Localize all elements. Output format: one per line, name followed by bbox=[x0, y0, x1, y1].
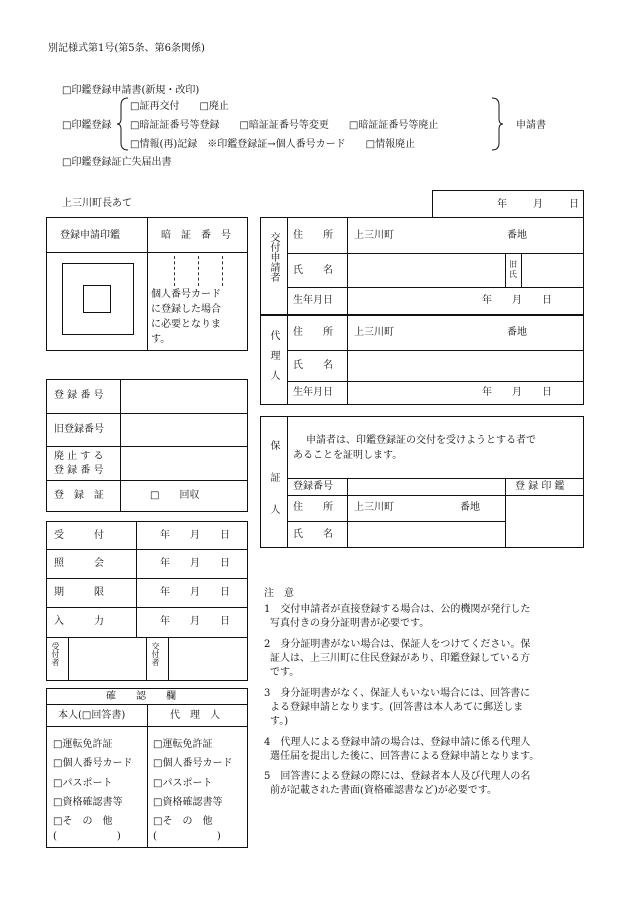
applicant-label: 交付申請者 bbox=[268, 232, 279, 282]
card-collect-checkbox[interactable]: □ 回収 bbox=[150, 490, 200, 501]
abolish-label-1: 廃 止 す る bbox=[54, 451, 104, 462]
date-year: 年 bbox=[497, 199, 507, 210]
guarantor-seal-label: 登 録 印 鑑 bbox=[515, 481, 565, 492]
note-4-line-2: 選任届を提出した後に、回答書による登録申請となります。 bbox=[270, 751, 540, 762]
note-4-line-1: 4 代理人による登録申請の場合は、登録申請に係る代理人 bbox=[264, 737, 531, 748]
note-3-line-3: す。) bbox=[270, 716, 289, 727]
receiver-input[interactable] bbox=[69, 638, 145, 680]
agent-name-input[interactable] bbox=[348, 351, 584, 380]
self-qualification-cert[interactable]: □資格確認書等 bbox=[53, 797, 123, 808]
applicant-name-input[interactable] bbox=[348, 254, 504, 286]
self-passport[interactable]: □パスポート bbox=[53, 778, 113, 789]
deadline-label: 期 限 bbox=[54, 587, 104, 598]
date-box[interactable] bbox=[432, 190, 584, 218]
note-5-line-1: 5 回答書による登録の際には、登録者本人及び代理人の名 bbox=[264, 771, 531, 782]
left-brace bbox=[117, 97, 129, 151]
option-row-1[interactable]: □証再交付 □廃止 bbox=[130, 101, 229, 112]
confirm-self-header[interactable]: 本人(□回答書) bbox=[58, 710, 126, 721]
note-1-line-2: 写真付きの身分証明書が必要です。 bbox=[270, 618, 430, 629]
guarantor-name-label: 氏 名 bbox=[293, 529, 333, 540]
option-lost-card[interactable]: □印鑑登録証亡失届出書 bbox=[62, 157, 172, 168]
guarantor-label bbox=[268, 440, 278, 536]
guarantor-reg-input[interactable] bbox=[348, 479, 504, 494]
note-5-line-2: 前が記載された書面(資格確認書など)が必要です。 bbox=[270, 785, 498, 796]
agent-dob-label: 生年月日 bbox=[293, 387, 333, 398]
option-row-3[interactable]: □情報(再)記録 ※印鑑登録証→個人番号カード □情報廃止 bbox=[130, 139, 416, 150]
guarantor-address-label: 住 所 bbox=[293, 502, 333, 513]
old-reg-no-label: 旧登録番号 bbox=[54, 424, 104, 435]
seal-inner-square bbox=[83, 285, 111, 313]
pin-note-4: す。 bbox=[151, 334, 171, 345]
right-brace bbox=[491, 97, 503, 151]
guarantor-reg-label: 登録番号 bbox=[293, 481, 333, 492]
option-seal-registration-prefix[interactable]: □印鑑登録 bbox=[62, 120, 112, 131]
guarantor-name-input[interactable] bbox=[348, 522, 504, 547]
abolish-no-input[interactable] bbox=[121, 447, 247, 479]
confirm-title: 確 認 欄 bbox=[106, 691, 176, 702]
issuer-label: 交付者 bbox=[151, 642, 160, 666]
applicant-address-label: 住 所 bbox=[293, 230, 333, 241]
old-name-2: 氏 bbox=[509, 270, 517, 279]
pin-header: 暗 証 番 号 bbox=[161, 230, 231, 241]
addressee: 上三川町長あて bbox=[62, 198, 132, 209]
date-month: 月 bbox=[533, 199, 543, 210]
agent-other-detail[interactable]: ( ) bbox=[153, 831, 221, 842]
agent-label bbox=[268, 330, 282, 390]
form-number: 別記様式第1号(第5条、第6条関係) bbox=[48, 43, 205, 54]
confirm-agent-header: 代 理 人 bbox=[170, 710, 220, 721]
applicant-address-value[interactable]: 上三川町 bbox=[354, 230, 394, 241]
agent-address-suffix: 番地 bbox=[507, 327, 527, 338]
agent-qualification-cert[interactable]: □資格確認書等 bbox=[153, 797, 223, 808]
guarantor-label-text: 保証人 bbox=[268, 440, 279, 536]
note-1-line-1: 1 交付申請者が直接登録する場合は、公的機関が発行した bbox=[264, 604, 531, 615]
applicant-address-suffix: 番地 bbox=[507, 230, 527, 241]
agent-mynumber-card[interactable]: □個人番号カード bbox=[153, 758, 233, 769]
issuer-input[interactable] bbox=[169, 638, 247, 680]
applicant-name-label: 氏 名 bbox=[293, 265, 333, 276]
self-other-detail[interactable]: ( ) bbox=[53, 831, 121, 842]
date-day: 日 bbox=[569, 199, 579, 210]
card-label: 登 録 証 bbox=[54, 490, 104, 501]
inquiry-label: 照 会 bbox=[54, 558, 104, 569]
receiver-label: 受付者 bbox=[51, 642, 60, 666]
guarantor-statement-2: あることを証明します。 bbox=[293, 450, 403, 461]
agent-other[interactable]: □そ の 他 bbox=[153, 816, 213, 827]
guarantor-statement-1: 申請者は、印鑑登録証の交付を受けようとする者で bbox=[306, 435, 536, 446]
pin-note-2: に登録した場合 bbox=[151, 304, 221, 315]
inquiry-date[interactable]: 年 月 日 bbox=[160, 558, 230, 569]
applicant-dob-value[interactable]: 年 月 日 bbox=[482, 295, 552, 306]
self-driver-license[interactable]: □運転免許証 bbox=[53, 739, 113, 750]
reg-no-input[interactable] bbox=[121, 380, 247, 412]
note-2-line-3: です。 bbox=[270, 667, 300, 678]
reg-no-label: 登 録 番 号 bbox=[54, 390, 104, 401]
input-date[interactable]: 年 月 日 bbox=[160, 616, 230, 627]
pin-note-3: に必要となりま bbox=[151, 319, 221, 330]
agent-label-text: 代理人 bbox=[268, 330, 279, 390]
received-label: 受 付 bbox=[54, 530, 104, 541]
option-seal-registration[interactable]: □印鑑登録申請書(新規・改印) bbox=[62, 85, 200, 96]
seal-header: 登録申請印鑑 bbox=[60, 230, 120, 241]
pin-note-1: 個人番号カード bbox=[151, 289, 221, 300]
agent-passport[interactable]: □パスポート bbox=[153, 778, 213, 789]
old-name-1: 旧 bbox=[509, 260, 517, 269]
note-2-line-1: 2 身分証明書がない場合は、保証人をつけてください。保 bbox=[264, 639, 531, 650]
option-row-2[interactable]: □暗証証番号等登録 □暗証証番号等変更 □暗証証番号等廃止 bbox=[130, 120, 439, 131]
note-3-line-1: 3 身分証明書がなく、保証人もいない場合には、回答書に bbox=[264, 688, 531, 699]
received-date[interactable]: 年 月 日 bbox=[160, 530, 230, 541]
self-mynumber-card[interactable]: □個人番号カード bbox=[53, 758, 133, 769]
agent-address-label: 住 所 bbox=[293, 327, 333, 338]
abolish-label-2: 登 録 番 号 bbox=[54, 465, 104, 476]
agent-dob-value[interactable]: 年 月 日 bbox=[482, 387, 552, 398]
application-suffix: 申請書 bbox=[516, 120, 546, 131]
input-label: 入 力 bbox=[54, 616, 104, 627]
deadline-date[interactable]: 年 月 日 bbox=[160, 587, 230, 598]
guarantor-address-value[interactable]: 上三川町 bbox=[354, 502, 394, 513]
guarantor-address-suffix: 番地 bbox=[460, 502, 480, 513]
applicant-dob-label: 生年月日 bbox=[293, 295, 333, 306]
guarantor-seal-area[interactable] bbox=[506, 496, 583, 547]
agent-address-value[interactable]: 上三川町 bbox=[354, 327, 394, 338]
old-reg-no-input[interactable] bbox=[121, 414, 247, 445]
self-other[interactable]: □そ の 他 bbox=[53, 816, 113, 827]
agent-name-label: 氏 名 bbox=[293, 360, 333, 371]
note-3-line-2: よる登録申請となります。(回答書は本人あてに郵送しま bbox=[270, 702, 524, 713]
note-2-line-2: 証人は、上三川町に住民登録があり、印鑑登録している方 bbox=[270, 653, 530, 664]
notes-title: 注 意 bbox=[264, 588, 294, 599]
agent-driver-license[interactable]: □運転免許証 bbox=[153, 739, 213, 750]
